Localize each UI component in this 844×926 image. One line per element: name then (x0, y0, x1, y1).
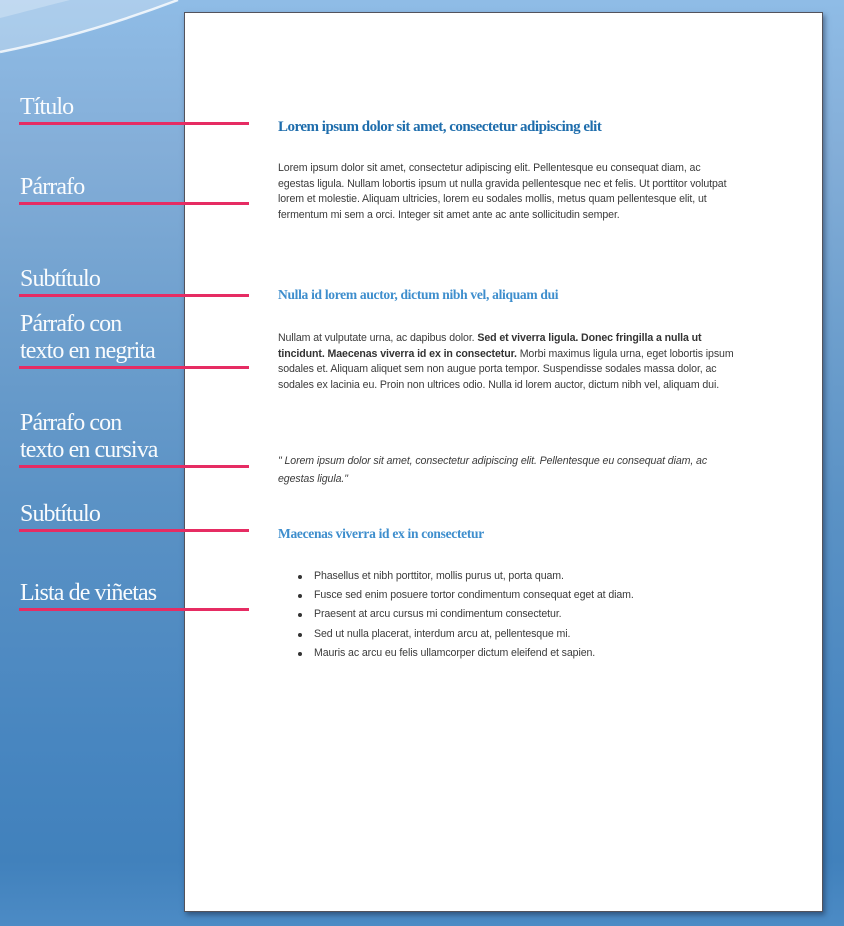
bullet-icon (298, 575, 302, 579)
list-item (278, 625, 748, 644)
callout-label-parrafo-cursiva (20, 410, 272, 464)
list-item-text: Fusce sed enim posuere tortor condimentum consequat eget at diam. (314, 589, 634, 602)
document-subtitle: Nulla id lorem auctor, dictum nibh vel, aliquam dui (278, 287, 559, 302)
callout-label-subtitulo-2 (20, 501, 272, 528)
document-title: Lorem ipsum dolor sit amet, consectetur adipiscing elit (278, 119, 602, 135)
callout-line (19, 294, 249, 297)
callout-label-parrafo (20, 174, 272, 201)
paragraph-normal-text: Nullam at vulputate urna, ac dapibus dolor. (278, 332, 478, 344)
callout-label-text: Párrafo con (20, 311, 122, 337)
callout-line (19, 529, 249, 532)
callout-label-text: Subtítulo (20, 266, 100, 292)
document-paragraph: Lorem ipsum dolor sit amet, consectetur adipiscing elit. Pellentesque eu consequat diam, ac egestas ligula. Nullam lobortis ipsum ut nulla gravida pellentesque nec et felis. Ut porttitor volutpat lorem et molestie. Aliquam ultricies, lorem eu sodales mollis, metus quam pellentesque elit, ut fermentum mi sem a orci. Integer sit amet ante ac ante sollicitudin semper. (278, 162, 727, 221)
list-item (278, 567, 748, 586)
callout-line (19, 202, 249, 205)
bullet-icon (298, 652, 302, 656)
callout-line (19, 465, 249, 468)
callout-label-parrafo-negrita (20, 311, 272, 365)
callout-line (19, 122, 249, 125)
callout-label-text: Subtítulo (20, 501, 100, 527)
paragraph-bold-text: Sed et viverra ligula. Donec fringilla a nulla ut tincidunt. Maecenas viverra id ex in consectetur. (278, 332, 702, 360)
callout-label-text: Lista de viñetas (20, 580, 157, 606)
list-item-text: Sed ut nulla placerat, interdum arcu at, pellentesque mi. (314, 627, 571, 640)
document-subtitle: Maecenas viverra id ex in consectetur (278, 526, 484, 541)
list-item-text: Phasellus et nibh porttitor, mollis purus ut, porta quam. (314, 570, 564, 582)
callout-label-subtitulo (20, 266, 272, 293)
bullet-icon (298, 633, 302, 637)
callout-line (19, 608, 249, 611)
list-item-text: Praesent at arcu cursus mi condimentum consectetur. (314, 608, 562, 621)
document-paragraph-with-bold (278, 331, 736, 393)
callout-label-text: Párrafo (20, 174, 85, 200)
callout-label-text: Párrafo con (20, 410, 122, 436)
callout-label-text: Título (20, 94, 74, 120)
document-page (184, 12, 823, 912)
list-item (278, 644, 748, 663)
callout-label-text: texto en negrita (20, 338, 155, 364)
document-paragraph-italic: " Lorem ipsum dolor sit amet, consectetur adipiscing elit. Pellentesque eu consequat diam, ac egestas ligula." (278, 455, 708, 485)
paragraph-normal-text: Morbi maximus ligula urna, eget lobortis ipsum sodales et. Aliquam aliquet sem non augue porta tempor. Suspendisse sodales massa dolor, ac sodales ex lacinia eu. Proin non ultrices odio. Nulla id lorem auctor, dictum nibh vel, aliquam dui. (278, 347, 734, 391)
callout-label-lista-vinetas (20, 580, 272, 607)
bullet-icon (298, 613, 302, 617)
list-item-text: Mauris ac arcu eu felis ullamcorper dictum eleifend et sapien. (314, 646, 596, 659)
list-item (278, 586, 748, 605)
list-item (278, 605, 748, 624)
callout-label-titulo (20, 94, 272, 121)
bullet-list (278, 567, 748, 663)
callout-line (19, 366, 249, 369)
callout-label-text: texto en cursiva (20, 437, 158, 463)
bullet-icon (298, 594, 302, 598)
